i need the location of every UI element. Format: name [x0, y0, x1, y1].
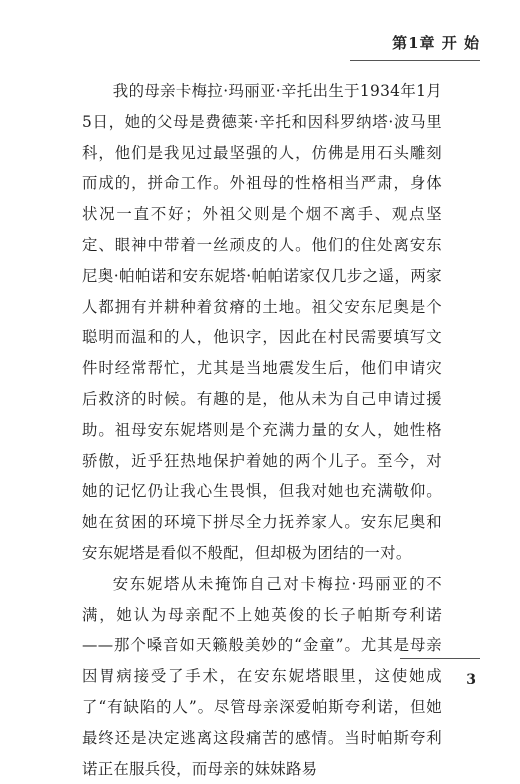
chapter-header: 第1章 开 始	[392, 34, 480, 52]
paragraph-2: 安东妮塔从未掩饰自己对卡梅拉·玛丽亚的不满，她认为母亲配不上她英俊的长子帕斯夸利诺——那个嗓音如天籁般美妙的“金童”。尤其是母亲因胃病接受了手术，在安东妮塔眼里，这使她成了“有缺陷的人”。尽管母亲深爱帕斯夸利诺，但她最终还是决定逃离这段痛苦的感情。当时帕斯夸利诺正在服兵役，而母亲的妹妹路易	[82, 574, 442, 778]
header-rule	[350, 60, 480, 61]
page-number: 3	[466, 672, 476, 688]
body-text	[82, 76, 442, 784]
paragraph-1: 我的母亲卡梅拉·玛丽亚·辛托出生于1934年1月5日，她的父母是费德莱·辛托和因科罗纳塔·波马里科，他们是我见过最坚强的人，仿佛是用石头雕刻而成的，拼命工作。外祖母的性格相当严肃，身体状况一直不好；外祖父则是个烟不离手、观点坚定、眼神中带着一丝顽皮的人。他们的住处离安东尼奥·帕帕诺和安东妮塔·帕帕诺家仅几步之遥，两家人都拥有并耕种着贫瘠的土地。祖父安东尼奥是个聪明而温和的人，他识字，因此在村民需要填写文件时经常帮忙，尤其是当地震发生后，他们申请灾后救济的时候。有趣的是，他从未为自己申请过援助。祖母安东妮塔则是个充满力量的女人，她性格骄傲，近乎狂热地保护着她的两个儿子。至今，对她的记忆仍让我心生畏惧，但我对她也充满敬仰。她在贫困的环境下拼尽全力抚养家人。安东尼奥和安东妮塔是看似不般配，但却极为团结的一对。	[82, 82, 442, 562]
footer-rule	[400, 658, 480, 659]
